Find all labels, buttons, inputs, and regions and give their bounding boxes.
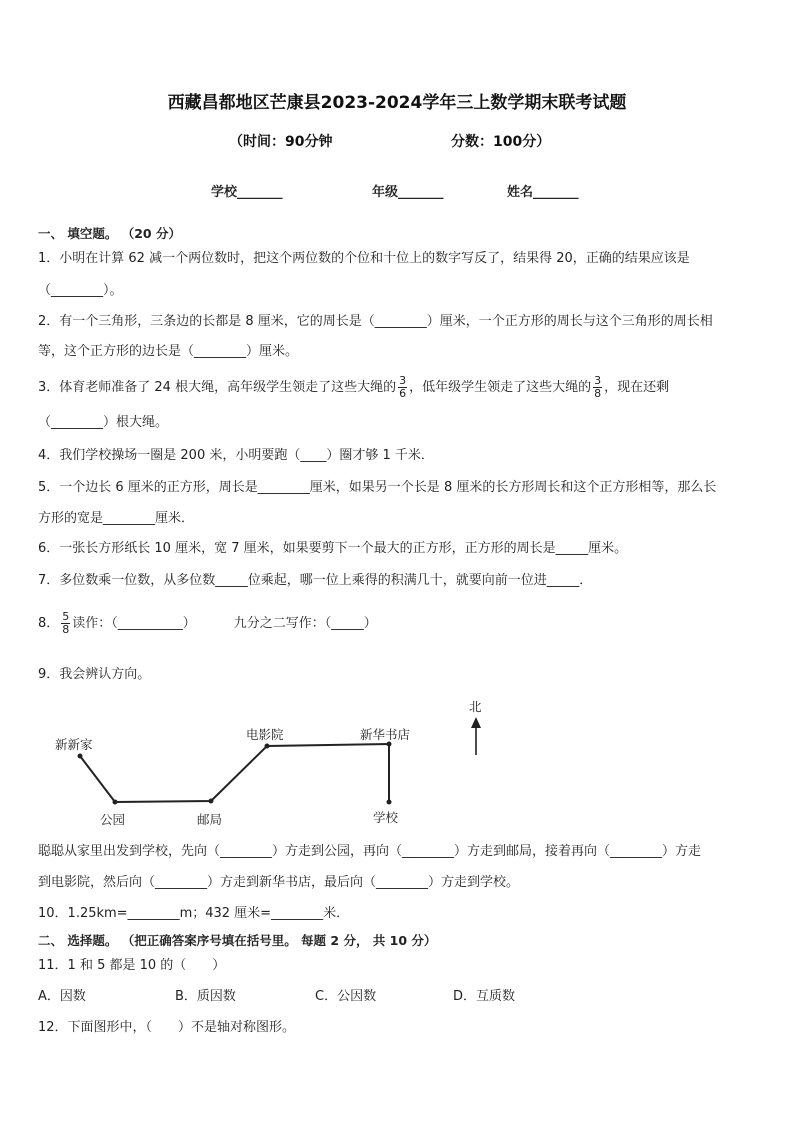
section-2-heading: 二、 选择题。 （把正确答案序号填在括号里。 每题 2 分， 共 10 分） xyxy=(38,933,437,948)
place-park: 公园 xyxy=(100,812,126,827)
option-a: A．因数 xyxy=(38,989,86,1004)
exam-title: 西藏昌都地区芒康县2023-2024学年三上数学期末联考试题 xyxy=(167,93,627,113)
question-4: 4．我们学校操场一圈是 200 米，小明要跑（____）圈才够 1 千米． xyxy=(38,448,434,463)
section-1-heading: 一、 填空题。 （20 分） xyxy=(38,226,181,241)
question-2-line-1: 2．有一个三角形，三条边的长都是 8 厘米，它的周长是（________）厘米，一个正方形的周长与这个三角形的周长相 xyxy=(38,314,713,329)
question-7: 7．多位数乘一位数，从多位数_____位乘起，哪一位上乘得的积满几十，就要向前一位进_____． xyxy=(38,573,593,588)
question-8: 8． $\frac{5}{8}$ 读作：（__________） 九分之二写作：（_____） xyxy=(38,610,377,636)
question-1-line-2: （________）。 xyxy=(38,283,123,298)
grade-field: 年级_______ xyxy=(372,185,444,200)
route-path xyxy=(80,744,389,802)
north-arrow-icon xyxy=(471,717,481,755)
question-10: 10．1.25km=________m；432 厘米=________米． xyxy=(38,906,350,921)
question-3-line-2: （________）根大绳。 xyxy=(38,415,169,430)
school-field: 学校_______ xyxy=(211,185,283,200)
question-5-line-2: 方形的宽是________厘米． xyxy=(38,511,195,526)
place-bookstore: 新华书店 xyxy=(360,727,411,742)
fraction-five-eighths: $\frac{5}{8}$ xyxy=(62,610,70,636)
question-6: 6．一张长方形纸长 10 厘米，宽 7 厘米，如果要剪下一个最大的正方形，正方形的周长是_____厘米。 xyxy=(38,541,628,556)
fraction-three-sixths: $\frac{3}{6}$ xyxy=(399,374,407,400)
exam-time: （时间：90分钟 xyxy=(229,134,333,150)
question-9-line-2: 到电影院，然后向（________）方走到新华书店，最后向（________）方走到学校。 xyxy=(38,875,520,890)
exam-score: 分数：100分） xyxy=(451,134,551,150)
question-1-line-1: 1．小明在计算 62 减一个两位数时，把这个两位数的个位和十位上的数字写反了，结果得 20，正确的结果应该是 xyxy=(38,251,690,266)
question-2-line-2: 等，这个正方形的边长是（________）厘米。 xyxy=(38,344,299,359)
question-11-stem: 11．1 和 5 都是 10 的（ ） xyxy=(38,958,226,973)
option-c: C．公因数 xyxy=(315,989,377,1004)
question-5-line-1: 5．一个边长 6 厘米的正方形，周长是________厘米，如果另一个长是 8 厘米的长方形周长和这个正方形相等，那么长 xyxy=(38,480,717,495)
point-school xyxy=(387,800,392,805)
point-home xyxy=(78,754,83,759)
name-field: 姓名_______ xyxy=(507,185,579,200)
question-3-line-1: 3．体育老师准备了 24 根大绳，高年级学生领走了这些大绳的 $\frac{3}{6}$ ，低年级学生领走了这些大绳的 $\frac{3}{8}$ ，现在还剩 xyxy=(38,374,670,400)
place-cinema: 电影院 xyxy=(246,727,284,742)
point-cinema xyxy=(265,744,270,749)
fraction-three-eighths: $\frac{3}{8}$ xyxy=(594,374,602,400)
question-9-title: 9．我会辨认方向。 xyxy=(38,667,151,682)
option-b: B．质因数 xyxy=(175,989,236,1004)
point-park xyxy=(113,800,118,805)
place-post-office: 邮局 xyxy=(197,812,223,827)
place-home: 新新家 xyxy=(55,737,93,752)
question-12: 12．下面图形中，（ ）不是轴对称图形。 xyxy=(38,1020,296,1035)
place-school: 学校 xyxy=(373,810,399,825)
option-d: D．互质数 xyxy=(453,989,516,1004)
point-post xyxy=(209,799,214,804)
north-label: 北 xyxy=(469,699,482,714)
question-9-line-1: 聪聪从家里出发到学校，先向（________）方走到公园，再向（________）方走到邮局，接着再向（________）方走 xyxy=(38,844,702,859)
